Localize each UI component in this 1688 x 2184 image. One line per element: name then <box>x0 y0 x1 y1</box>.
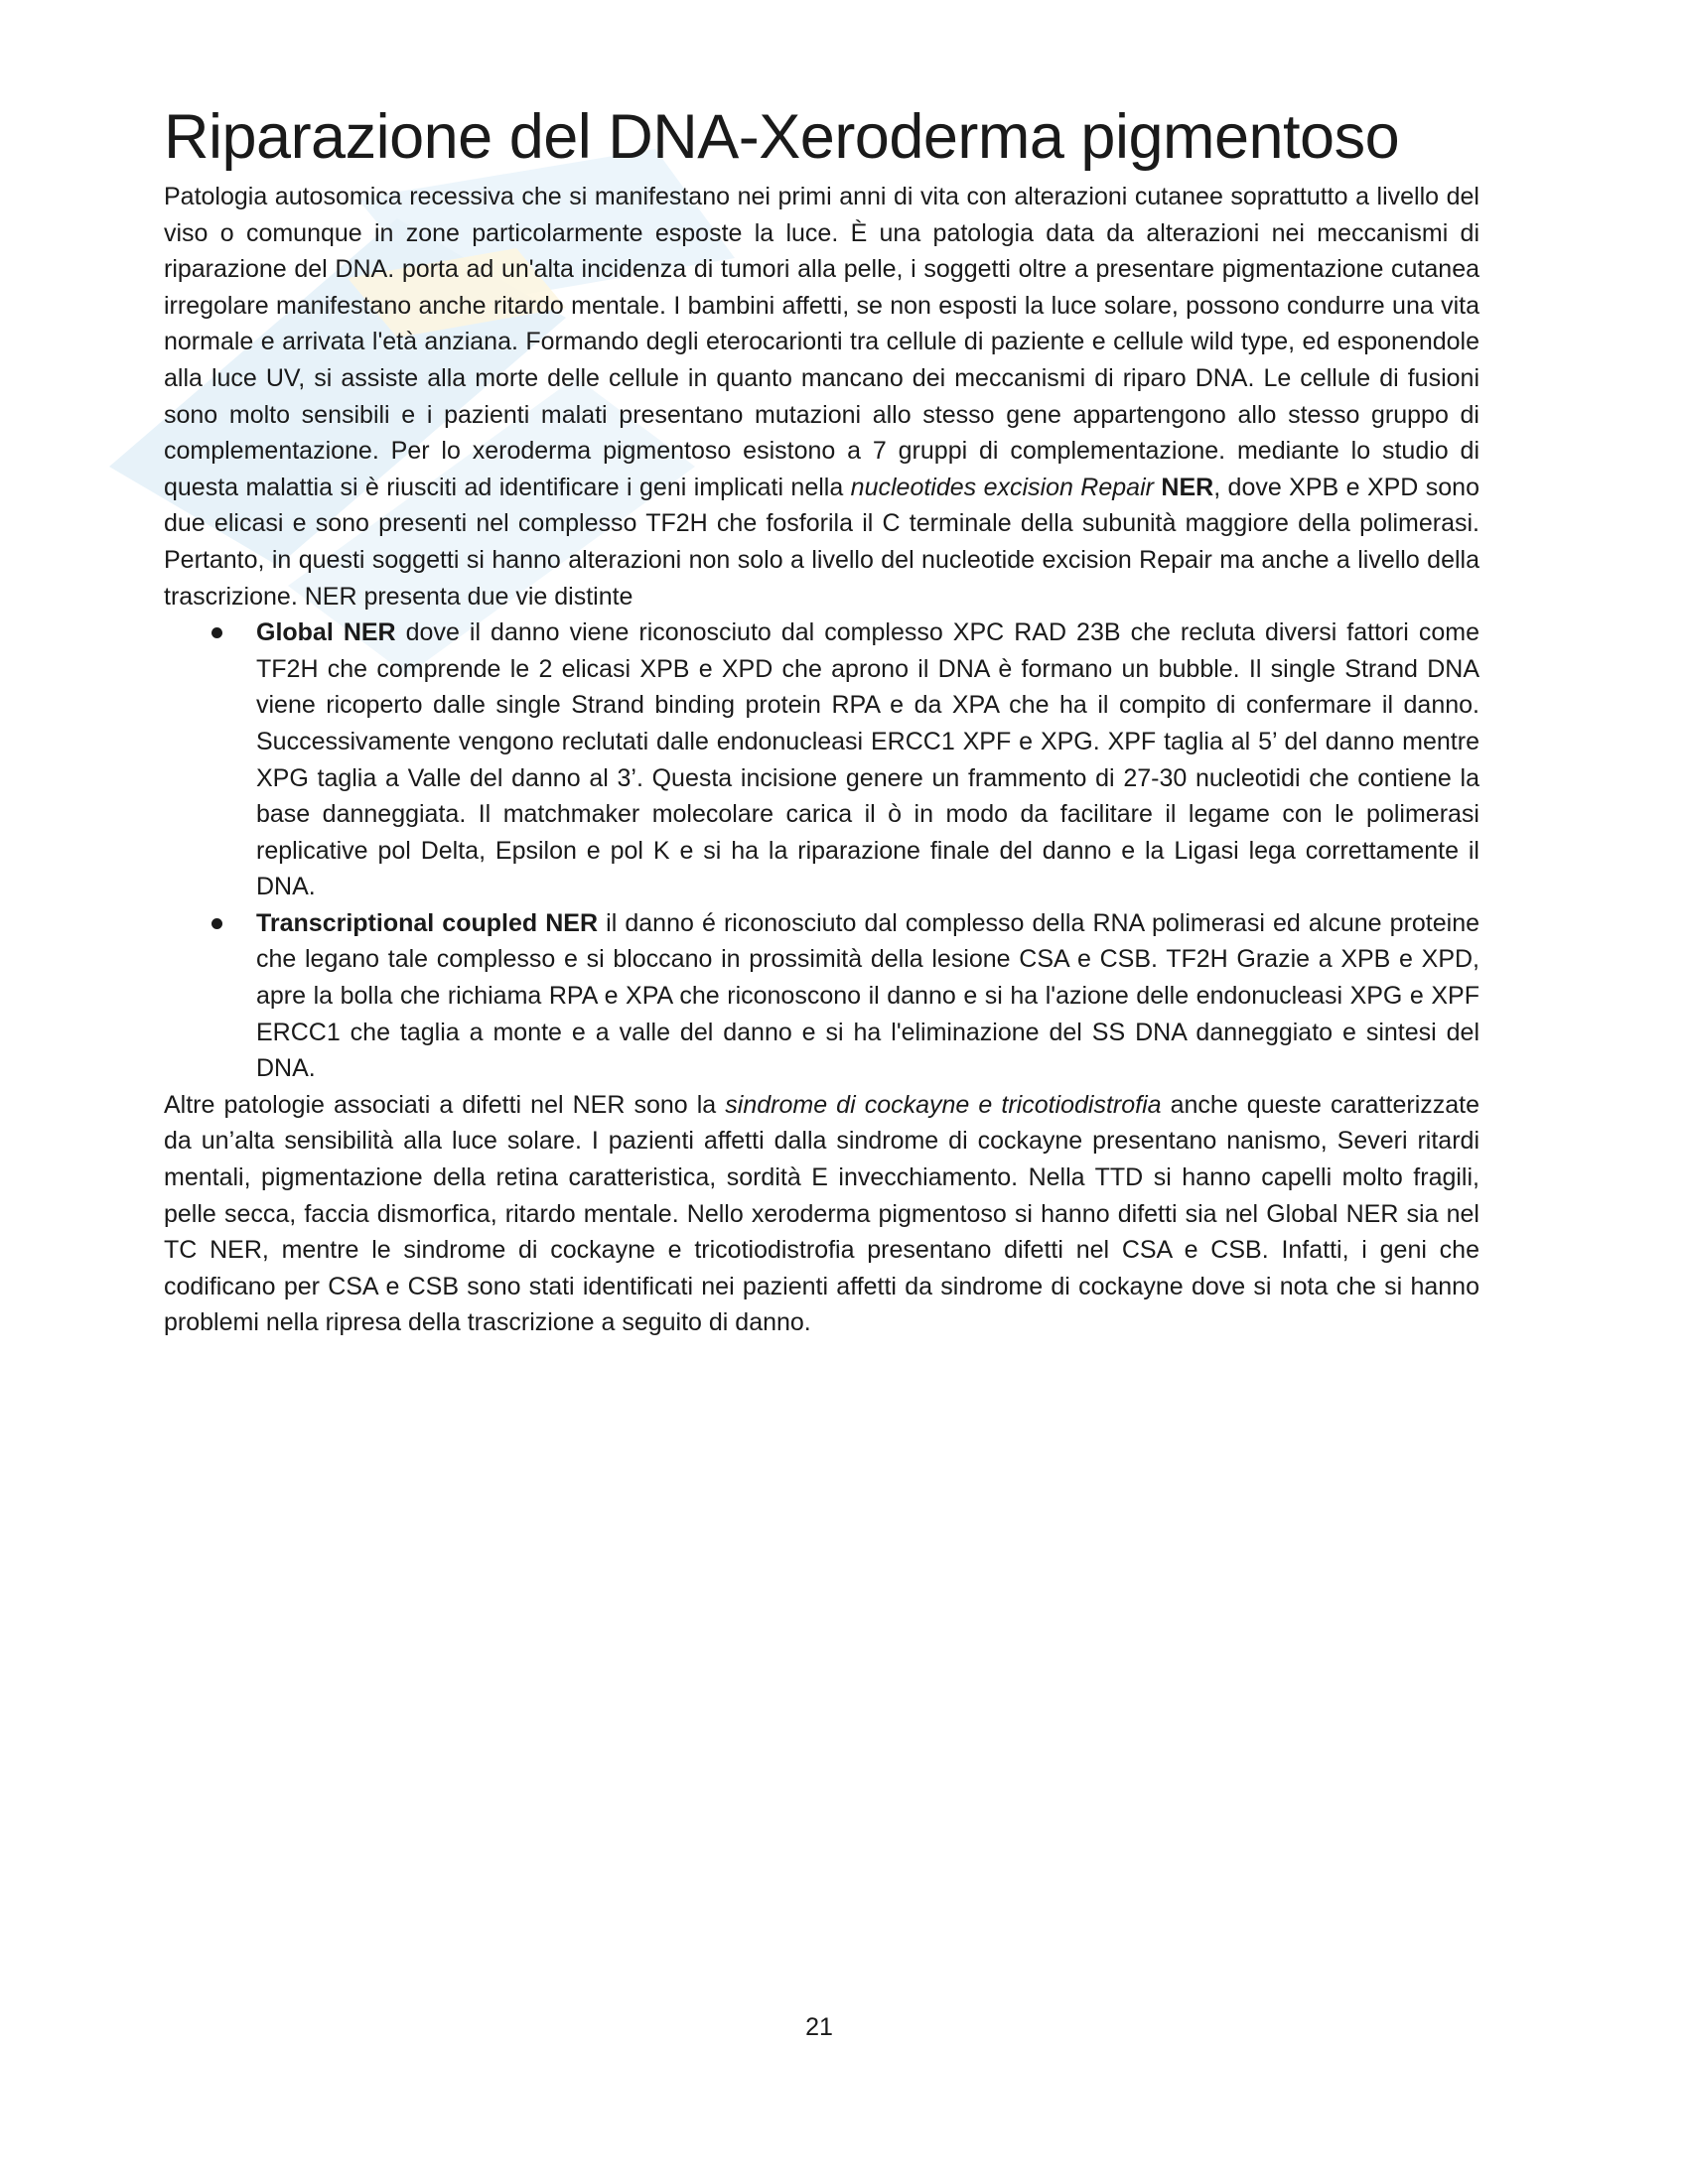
list-item-bold-label: Transcriptional coupled NER <box>256 908 599 937</box>
closing-text-after: anche queste caratterizzate da un’alta sensibilità alla luce solare. I pazienti affetti dalla sindrome di cockayne presentano nanismo, Severi ritardi mentali, pigmentazione della retina caratteristica, sordità E invecchiamento. Nella TTD si hanno capelli molto fragili, pelle secca, faccia dismorfica, ritardo mentale. Nello xeroderma pigmentoso si hanno difetti sia nel Global NER sia nel TC NER, mentre le sindrome di cockayne e tricotiodistrofia presentano difetti nel CSA e CSB. Infatti, i geni che codificano per CSA e CSB sono stati identificati nei pazienti affetti da sindrome di cockayne dove si nota che si hanno problemi nella ripresa della trascrizione a seguito di danno. <box>164 1090 1480 1337</box>
list-item-bold-label: Global NER <box>256 618 396 647</box>
document-content <box>164 97 1479 1341</box>
bullet-icon <box>211 918 222 929</box>
page-number: 21 <box>805 2013 833 2041</box>
intro-paragraph <box>164 179 1479 614</box>
intro-bold-term: NER <box>1161 473 1214 501</box>
bullet-icon <box>211 627 222 638</box>
page-title: Riparazione del DNA-Xeroderma pigmentoso <box>164 102 1400 172</box>
list-item-text: il danno é riconosciuto dal complesso della RNA polimerasi ed alcune proteine che legano tale complesso e si bloccano in prossimità della lesione CSA e CSB. TF2H Grazie a XPB e XPD, apre la bolla che richiama RPA e XPA che riconoscono il danno e si ha l'azione delle endonucleasi XPG e XPF ERCC1 che taglia a monte e a valle del danno e si ha l'eliminazione del SS DNA danneggiato e sintesi del DNA. <box>256 908 1480 1083</box>
closing-text-before: Altre patologie associati a difetti nel NER sono la <box>164 1090 726 1119</box>
intro-text: Patologia autosomica recessiva che si manifestano nei primi anni di vita con alterazioni cutanee soprattutto a livello del viso o comunque in zone particolarmente esposte la luce. È una patologia data da alterazioni nei meccanismi di riparazione del DNA. porta ad un'alta incidenza di tumori alla pelle, i soggetti oltre a presentare pigmentazione cutanea irregolare manifestano anche ritardo mentale. I bambini affetti, se non esposti la luce solare, possono condurre una vita normale e arrivata l'età anziana. Formando degli eterocarionti tra cellule di paziente e cellule wild type, ed esponendole alla luce UV, si assiste alla morte delle cellule in quanto mancano dei meccanismi di riparo DNA. Le cellule di fusioni sono molto sensibili e i pazienti malati presentano mutazioni allo stesso gene appartengono allo stesso gruppo di complementazione. Per lo xeroderma pigmentoso esistono a 7 gruppi di complementazione. mediante lo studio di questa malattia si è riusciti ad identificare i geni implicati nella <box>164 183 1479 501</box>
list-item-text: dove il danno viene riconosciuto dal complesso XPC RAD 23B che recluta diversi fattori come TF2H che comprende le 2 elicasi XPB e XPD che aprono il DNA è formano un bubble. Il single Strand DNA viene ricoperto dalle single Strand binding protein RPA e da XPA che ha il compito di confermare il danno. Successivamente vengono reclutati dalle endonucleasi ERCC1 XPF e XPG. XPF taglia al 5’ del danno mentre XPG taglia a Valle del danno al 3’. Questa incisione genere un frammento di 27-30 nucleotidi che contiene la base danneggiata. Il matchmaker molecolare carica il ò in modo da facilitare il legame con le polimerasi replicative pol Delta, Epsilon e pol K e si ha la riparazione finale del danno e la Ligasi lega correttamente il DNA. <box>256 618 1479 901</box>
closing-paragraph <box>164 1087 1479 1341</box>
intro-italic-term: nucleotides excision Repair <box>850 473 1154 501</box>
closing-italic-term: sindrome di cockayne e tricotiodistrofia <box>725 1090 1162 1119</box>
intro-text-after: , dove XPB e XPD sono due elicasi e sono presenti nel complesso TF2H che fosforila il C terminale della subunità maggiore della polimerasi. Pertanto, in questi soggetti si hanno alterazioni non solo a livello del nucleotide excision Repair ma anche a livello della trascrizione. NER presenta due vie distinte <box>164 473 1479 611</box>
ner-pathways-list <box>164 614 1479 1087</box>
list-item-global-ner <box>256 614 1479 905</box>
list-item-transcriptional-ner <box>256 905 1479 1087</box>
